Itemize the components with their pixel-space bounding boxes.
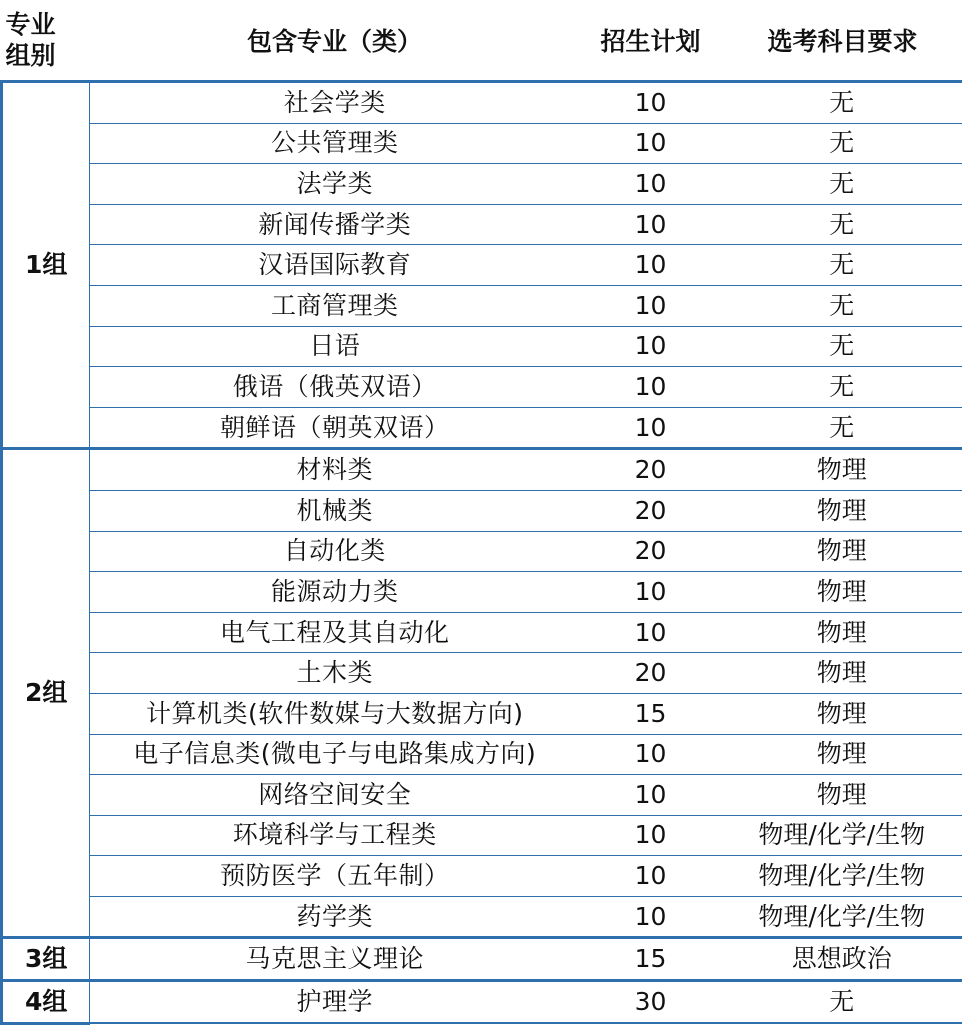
table-row bbox=[2, 285, 962, 326]
major-cell: 日语 bbox=[90, 326, 580, 367]
plan-cell: 10 bbox=[580, 326, 722, 367]
requirement-cell: 物理 bbox=[722, 653, 962, 694]
plan-cell: 10 bbox=[580, 612, 722, 653]
requirement-cell: 无 bbox=[722, 285, 962, 326]
major-cell: 电气工程及其自动化 bbox=[90, 612, 580, 653]
major-cell: 药学类 bbox=[90, 896, 580, 938]
major-cell: 工商管理类 bbox=[90, 285, 580, 326]
header-row bbox=[2, 0, 962, 82]
plan-cell: 20 bbox=[580, 653, 722, 694]
major-cell: 朝鲜语（朝英双语） bbox=[90, 407, 580, 449]
header-group-line2: 组别 bbox=[6, 41, 56, 70]
table-row bbox=[2, 204, 962, 245]
table-row bbox=[2, 981, 962, 1024]
plan-cell: 10 bbox=[580, 572, 722, 613]
table-row bbox=[2, 775, 962, 816]
plan-cell: 10 bbox=[580, 164, 722, 205]
group-label: 2组 bbox=[2, 449, 90, 938]
table-row bbox=[2, 531, 962, 572]
major-cell: 新闻传播学类 bbox=[90, 204, 580, 245]
plan-cell: 20 bbox=[580, 449, 722, 491]
table-row bbox=[2, 245, 962, 286]
major-cell: 环境科学与工程类 bbox=[90, 815, 580, 856]
plan-cell: 20 bbox=[580, 490, 722, 531]
requirement-cell: 无 bbox=[722, 407, 962, 449]
requirement-cell: 物理 bbox=[722, 531, 962, 572]
plan-cell: 10 bbox=[580, 204, 722, 245]
group-label: 4组 bbox=[2, 981, 90, 1024]
requirement-cell: 无 bbox=[722, 245, 962, 286]
header-group-line1: 专业 bbox=[6, 10, 56, 39]
major-cell: 马克思主义理论 bbox=[90, 938, 580, 981]
major-cell: 社会学类 bbox=[90, 82, 580, 124]
major-cell: 法学类 bbox=[90, 164, 580, 205]
table-row bbox=[2, 693, 962, 734]
requirement-cell: 无 bbox=[722, 204, 962, 245]
requirement-cell: 无 bbox=[722, 123, 962, 164]
requirement-cell: 物理 bbox=[722, 490, 962, 531]
table-row bbox=[2, 164, 962, 205]
plan-cell: 30 bbox=[580, 981, 722, 1024]
major-cell: 公共管理类 bbox=[90, 123, 580, 164]
requirement-cell: 物理 bbox=[722, 775, 962, 816]
table-row bbox=[2, 938, 962, 981]
major-cell: 计算机类(软件数媒与大数据方向) bbox=[90, 693, 580, 734]
requirement-cell: 无 bbox=[722, 326, 962, 367]
requirement-cell: 物理 bbox=[722, 612, 962, 653]
header-group bbox=[2, 0, 90, 82]
major-cell: 电子信息类(微电子与电路集成方向) bbox=[90, 734, 580, 775]
plan-cell: 10 bbox=[580, 285, 722, 326]
requirement-cell: 无 bbox=[722, 82, 962, 124]
requirement-cell: 无 bbox=[722, 367, 962, 408]
table-header bbox=[2, 0, 962, 82]
major-cell: 机械类 bbox=[90, 490, 580, 531]
plan-cell: 10 bbox=[580, 367, 722, 408]
table-row bbox=[2, 407, 962, 449]
table-row bbox=[2, 572, 962, 613]
table-row bbox=[2, 896, 962, 938]
plan-cell: 10 bbox=[580, 407, 722, 449]
major-cell: 能源动力类 bbox=[90, 572, 580, 613]
table-row bbox=[2, 449, 962, 491]
plan-cell: 15 bbox=[580, 938, 722, 981]
plan-cell: 10 bbox=[580, 775, 722, 816]
plan-cell: 10 bbox=[580, 245, 722, 286]
requirement-cell: 物理 bbox=[722, 693, 962, 734]
requirement-cell: 物理/化学/生物 bbox=[722, 815, 962, 856]
requirement-cell: 物理 bbox=[722, 449, 962, 491]
header-major: 包含专业（类） bbox=[90, 0, 580, 82]
plan-cell: 10 bbox=[580, 856, 722, 897]
requirement-cell: 无 bbox=[722, 164, 962, 205]
major-cell: 俄语（俄英双语） bbox=[90, 367, 580, 408]
table-row bbox=[2, 612, 962, 653]
plan-cell: 20 bbox=[580, 531, 722, 572]
major-cell: 护理学 bbox=[90, 981, 580, 1024]
table-row bbox=[2, 490, 962, 531]
table-row bbox=[2, 326, 962, 367]
requirement-cell: 无 bbox=[722, 981, 962, 1024]
plan-cell: 10 bbox=[580, 734, 722, 775]
major-cell: 材料类 bbox=[90, 449, 580, 491]
requirement-cell: 物理 bbox=[722, 734, 962, 775]
major-cell: 预防医学（五年制） bbox=[90, 856, 580, 897]
requirement-cell: 物理 bbox=[722, 572, 962, 613]
header-requirement: 选考科目要求 bbox=[722, 0, 962, 82]
plan-cell: 10 bbox=[580, 896, 722, 938]
table-row bbox=[2, 123, 962, 164]
header-plan: 招生计划 bbox=[580, 0, 722, 82]
table-row bbox=[2, 856, 962, 897]
table-row bbox=[2, 734, 962, 775]
major-cell: 网络空间安全 bbox=[90, 775, 580, 816]
group-label: 1组 bbox=[2, 82, 90, 449]
table-row bbox=[2, 82, 962, 124]
requirement-cell: 思想政治 bbox=[722, 938, 962, 981]
table-row bbox=[2, 653, 962, 694]
requirement-cell: 物理/化学/生物 bbox=[722, 896, 962, 938]
plan-cell: 10 bbox=[580, 82, 722, 124]
plan-cell: 15 bbox=[580, 693, 722, 734]
table-body bbox=[2, 82, 962, 1024]
requirement-cell: 物理/化学/生物 bbox=[722, 856, 962, 897]
table-row bbox=[2, 367, 962, 408]
plan-cell: 10 bbox=[580, 123, 722, 164]
major-cell: 自动化类 bbox=[90, 531, 580, 572]
major-cell: 汉语国际教育 bbox=[90, 245, 580, 286]
group-label: 3组 bbox=[2, 938, 90, 981]
plan-cell: 10 bbox=[580, 815, 722, 856]
major-cell: 土木类 bbox=[90, 653, 580, 694]
table-row bbox=[2, 815, 962, 856]
